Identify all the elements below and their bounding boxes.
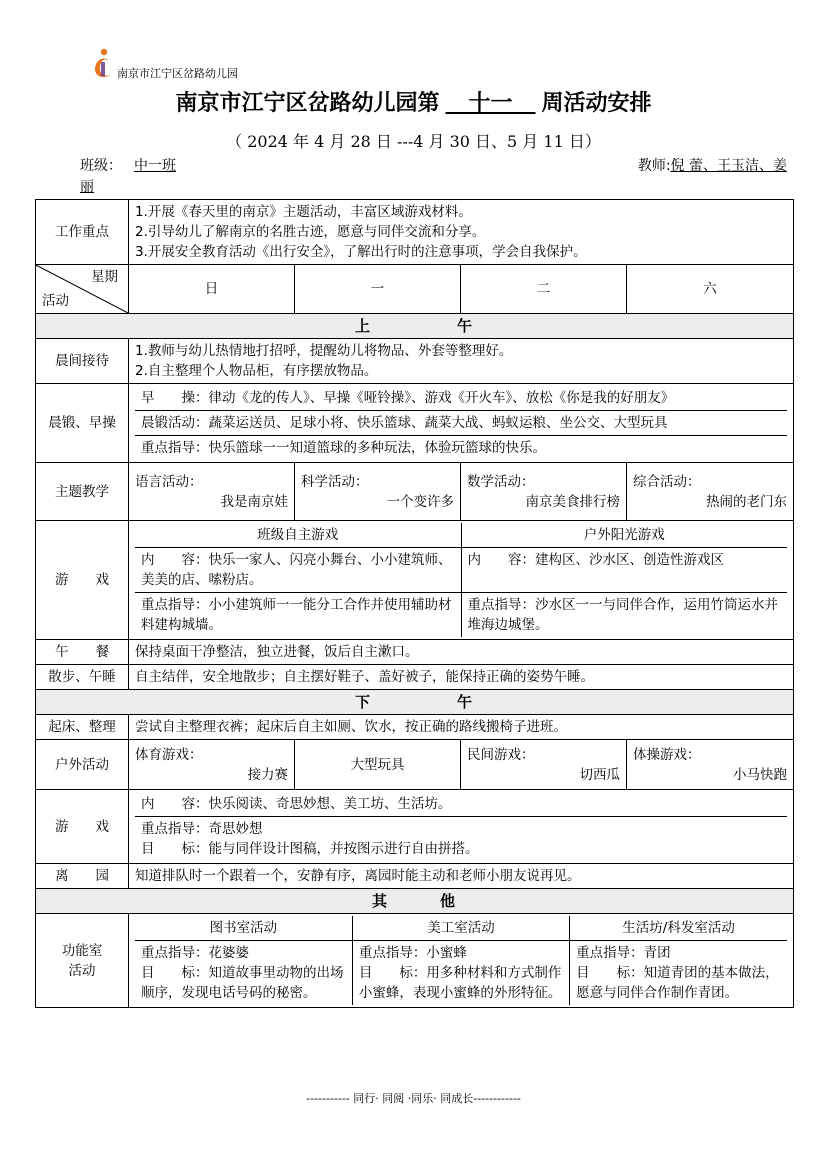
day-header: 二 <box>461 265 627 314</box>
function-room-content <box>129 914 794 1008</box>
class-value: 中一班 <box>134 158 176 174</box>
morning-games-label: 游 戏 <box>36 521 129 640</box>
exercise-guide: 重点指导：快乐篮球一一知道篮球的多种玩法，体验玩篮球的快乐。 <box>141 440 546 456</box>
work-focus-label: 工作重点 <box>36 200 129 265</box>
class-game-title: 班级自主游戏 <box>135 523 461 548</box>
room-detail: 重点指导：花婆婆 目 标：知道故事里动物的出场顺序，发现电话号码的秘密。 <box>135 941 352 1006</box>
section-afternoon: 下 午 <box>36 690 794 715</box>
page-footer: ----------- 同行· 同阅 ·同乐· 同成长------------ <box>306 1092 521 1105</box>
room-detail: 重点指导：小蜜蜂 目 标：用多种材料和方式制作小蜜蜂，表现小蜜蜂的外形特征。 <box>352 941 569 1006</box>
theme-activity: 数学活动： 南京美食排行榜 <box>461 463 627 521</box>
wakeup-row <box>36 715 794 740</box>
work-focus-content <box>129 200 794 265</box>
outdoor-game-content: 内 容：建构区、沙水区、创造性游戏区 <box>461 548 787 593</box>
teacher-info <box>638 155 787 175</box>
outdoor-game-title: 户外阳光游戏 <box>461 523 787 548</box>
exercise-subtable <box>135 386 787 460</box>
lunch-label: 午 餐 <box>36 640 129 665</box>
morning-games-content <box>129 521 794 640</box>
theme-row <box>36 463 794 521</box>
corner-top-label: 星期 <box>91 269 118 285</box>
day-header: 日 <box>129 265 295 314</box>
afternoon-games-guide: 重点指导：奇思妙想 目 标：能与同伴设计图稿，并按图示进行自由拼搭。 <box>141 821 479 857</box>
day-header: 一 <box>295 265 461 314</box>
class-label: 班级： <box>80 158 122 174</box>
afternoon-games-subtable <box>135 792 787 861</box>
title-prefix: 南京市江宁区岔路幼儿园第 <box>175 90 440 116</box>
nap-label: 散步、午睡 <box>36 665 129 690</box>
nap-content: 自主结伴，安全地散步；自主摆好鞋子、盖好被子，能保持正确的姿势午睡。 <box>129 665 794 690</box>
outdoor-game-guide: 重点指导：沙水区一一与同伴合作，运用竹筒运水并堆海边城堡。 <box>467 597 778 633</box>
afternoon-games-content-line: 内 容：快乐阅读、奇思妙想、美工坊、生活坊。 <box>135 792 787 817</box>
schedule-table <box>35 199 794 1008</box>
class-info <box>80 155 188 175</box>
reception-item: 2.自主整理个人物品柜，有序摆放物品。 <box>135 363 378 379</box>
function-room-subtable <box>135 916 787 1005</box>
corner-cell <box>36 265 129 314</box>
outdoor-row <box>36 740 794 790</box>
date-range: （ 2024 年 4 月 28 日 ---4 月 30 日、5 月 11 日） <box>226 132 601 151</box>
reception-row <box>36 339 794 384</box>
lunch-content: 保持桌面干净整洁，独立进餐，饭后自主漱口。 <box>129 640 794 665</box>
teacher-value: 倪 蕾、王玉洁、姜 <box>670 158 787 174</box>
room-title: 生活坊/科发室活动 <box>570 916 787 941</box>
section-other-row <box>36 889 794 914</box>
work-focus-item: 1.开展《春天里的南京》主题活动，丰富区域游戏材料。 <box>135 204 472 220</box>
section-afternoon-row <box>36 690 794 715</box>
theme-label: 主题教学 <box>36 463 129 521</box>
morning-games-subtable <box>135 523 787 637</box>
afternoon-games-content <box>129 790 794 864</box>
leave-label: 离 园 <box>36 864 129 889</box>
section-morning: 上 午 <box>36 314 794 339</box>
wakeup-content: 尝试自主整理衣裤；起床后自主如厕、饮水，按正确的路线搬椅子进班。 <box>129 715 794 740</box>
logo-text: 南京市江宁区岔路幼儿园 <box>117 67 238 80</box>
exercise-content <box>129 384 794 463</box>
function-room-label: 功能室 活动 <box>36 914 129 1008</box>
exercise-early: 早 操：律动《龙的传人》、早操《哑铃操》、游戏《开火车》、放松《你是我的好朋友》 <box>135 386 787 411</box>
day-header: 六 <box>627 265 794 314</box>
exercise-row <box>36 384 794 463</box>
leave-row <box>36 864 794 889</box>
afternoon-games-row <box>36 790 794 864</box>
work-focus-row <box>36 200 794 265</box>
reception-item: 1.教师与幼儿热情地打招呼，提醒幼儿将物品、外套等整理好。 <box>135 343 513 359</box>
outdoor-activity: 体操游戏： 小马快跑 <box>627 740 794 790</box>
teacher-label: 教师: <box>637 158 671 174</box>
theme-activity: 综合活动： 热闹的老门东 <box>627 463 794 521</box>
class-game-content: 内 容：快乐一家人、闪亮小舞台、小小建筑师、美美的店、嗦粉店。 <box>135 548 461 593</box>
title-suffix: 周活动安排 <box>541 90 652 116</box>
room-title: 美工室活动 <box>352 916 569 941</box>
title-week: 十一 <box>468 90 513 116</box>
section-other: 其 他 <box>36 889 794 914</box>
work-focus-item: 3.开展安全教育活动《出行安全》，了解出行时的注意事项，学会自我保护。 <box>135 244 587 260</box>
work-focus-item: 2.引导幼儿了解南京的名胜古迹，愿意与同伴交流和分享。 <box>135 224 486 240</box>
morning-games-row <box>36 521 794 640</box>
days-header-row <box>36 265 794 314</box>
function-room-row <box>36 914 794 1008</box>
section-morning-row <box>36 314 794 339</box>
afternoon-games-label: 游 戏 <box>36 790 129 864</box>
page-title <box>0 86 827 117</box>
teacher-value-cont: 丽 <box>80 179 94 195</box>
reception-label: 晨间接待 <box>36 339 129 384</box>
wakeup-label: 起床、整理 <box>36 715 129 740</box>
theme-activity: 科学活动： 一个变许多 <box>295 463 461 521</box>
kindergarten-logo <box>91 46 271 82</box>
outdoor-activity: 民间游戏： 切西瓜 <box>461 740 627 790</box>
exercise-activity: 晨锻活动：蔬菜运送员、足球小将、快乐篮球、蔬菜大战、蚂蚁运粮、坐公交、大型玩具 <box>135 411 787 436</box>
theme-activity: 语言活动： 我是南京娃 <box>129 463 295 521</box>
outdoor-activity: 大型玩具 <box>295 740 461 790</box>
outdoor-activity: 体育游戏： 接力赛 <box>129 740 295 790</box>
logo-mark-icon <box>91 46 117 82</box>
corner-bottom-label: 活动 <box>42 293 69 309</box>
lunch-row <box>36 640 794 665</box>
outdoor-label: 户外活动 <box>36 740 129 790</box>
room-detail: 重点指导：青团 目 标：知道青团的基本做法，愿意与同伴合作制作青团。 <box>576 945 779 1001</box>
class-game-guide: 重点指导：小小建筑师一一能分工合作并使用辅助材料建构城墙。 <box>135 593 461 638</box>
room-title: 图书室活动 <box>135 916 352 941</box>
nap-row <box>36 665 794 690</box>
leave-content: 知道排队时一个跟着一个，安静有序，离园时能主动和老师小朋友说再见。 <box>129 864 794 889</box>
reception-content <box>129 339 794 384</box>
exercise-label: 晨锻、早操 <box>36 384 129 463</box>
